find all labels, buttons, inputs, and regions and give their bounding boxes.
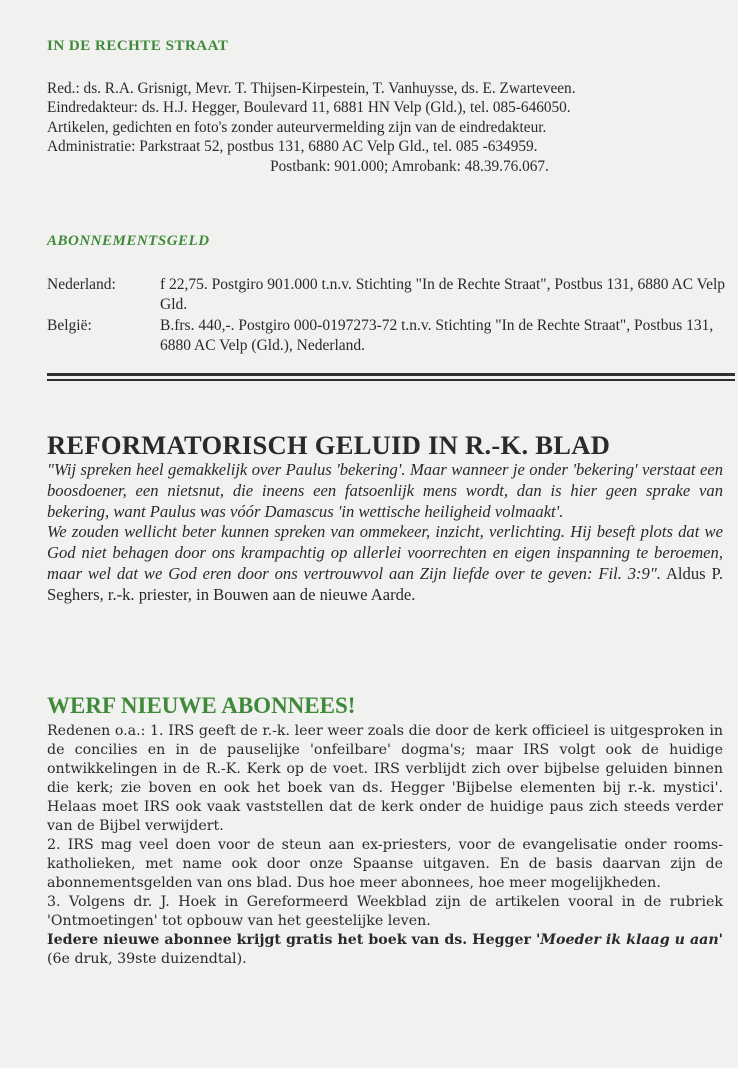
book-title: 'Moeder ik klaag u aan': [535, 932, 724, 948]
divider-rule: [47, 379, 735, 381]
article-title: REFORMATORISCH GELUID IN R.-K. BLAD: [47, 430, 611, 460]
subscription-country: België:: [47, 317, 92, 335]
quote-text: "Wij spreken heel gemakkelijk over Paulus 'bekering'. Maar wanneer je onder 'bekering' verstaat een boosdoener, een nietsnut, die ineens een fatsoenlijk mens wordt, dan is hier geen sprake van bekering, want Paulus was vóór Damascus 'in wettische heiligheid volmaakt'.: [47, 460, 723, 521]
werf-title: WERF NIEUWE ABONNEES!: [47, 693, 356, 718]
masthead-line: Red.: ds. R.A. Grisnigt, Mevr. T. Thijsen-Kirpestein, T. Vanhuysse, ds. E. Zwarteveen.: [47, 80, 576, 97]
masthead-title: IN DE RECHTE STRAAT: [47, 38, 229, 54]
divider-rule: [47, 373, 735, 376]
masthead-line: Artikelen, gedichten en foto's zonder auteurvermelding zijn van de eindredakteur.: [47, 118, 547, 136]
subscription-row: [47, 275, 732, 314]
quote-text: We zouden wellicht beter kunnen spreken van ommekeer, inzicht, verlichting. Hij beseft plots dat we God niet behagen door ons krampachtig op allerlei voorrechten en eigen inspanning te beroemen, maar wel dat we God eren door ons vertrouwvol aan Zijn liefde over te geven: Fil. 3:9".: [47, 522, 723, 583]
subscription-row: [47, 316, 732, 355]
subscription-detail: B.frs. 440,-. Postgiro 000-0197273-72 t.n.v. Stichting "In de Rechte Straat", Postbus 131, 6880 AC Velp (Gld.), Nederland.: [160, 317, 714, 354]
werf-offer: [47, 931, 723, 969]
offer-tail: (6e druk, 39ste duizendtal).: [47, 951, 247, 967]
article-quote: [47, 460, 723, 522]
subscription-table: [47, 275, 732, 357]
masthead-line: Postbank: 901.000; Amrobank: 48.39.76.067.: [270, 157, 549, 175]
subscription-country: Nederland:: [47, 276, 116, 293]
masthead-line: Eindredakteur: ds. H.J. Hegger, Boulevard 11, 6881 HN Velp (Gld.), tel. 085-646050.: [47, 99, 571, 117]
werf-paragraph: Redenen o.a.: 1. IRS geeft de r.-k. leer weer zoals die door de kerk officieel is uitgesproken in de concilies en in de pauselijke 'onfeilbare' dogma's; maar IRS volgt ook de huidige ontwikkelingen in de R.-K. Kerk op de voet. IRS verblijdt zich over bijbelse geluiden binnen die kerk; zie boven en ook het boek van ds. Hegger 'Bijbelse elementen bij r.-k. mystici'. Helaas moet IRS ook vaak vaststellen dat de kerk onder de huidige paus zich steeds verder van de Bijbel verwijdert.: [47, 723, 723, 834]
masthead-info: [47, 79, 732, 176]
subscription-title: ABONNEMENTSGELD: [47, 233, 210, 249]
offer-text: Iedere nieuwe abonnee krijgt gratis het boek van ds. Hegger: [47, 932, 536, 948]
masthead-line: Administratie: Parkstraat 52, postbus 131, 6880 AC Velp Gld., tel. 085 -634959.: [47, 138, 538, 156]
subscription-detail: f 22,75. Postgiro 901.000 t.n.v. Stichting "In de Rechte Straat", Postbus 131, 6880 AC Velp Gld.: [160, 276, 726, 313]
werf-body: [47, 722, 723, 969]
werf-paragraph: 3. Volgens dr. J. Hoek in Gereformeerd Weekblad zijn de artikelen vooral in de rubriek 'Ontmoetingen' tot opbouw van het geestelijke leven.: [47, 894, 723, 929]
article-body: [47, 460, 723, 606]
article-quote: [47, 522, 723, 605]
quote-source: Aldus P. Seghers, r.-k. priester, in Bouwen aan de nieuwe Aarde.: [47, 563, 723, 604]
werf-paragraph: 2. IRS mag veel doen voor de steun aan ex-priesters, voor de evangelisatie onder rooms-katholieken, met name ook door onze Spaanse uitgaven. En de basis daarvan zijn de abonnementsgelden van ons blad. Dus hoe meer abonnees, hoe meer mogelijkheden.: [47, 837, 723, 891]
